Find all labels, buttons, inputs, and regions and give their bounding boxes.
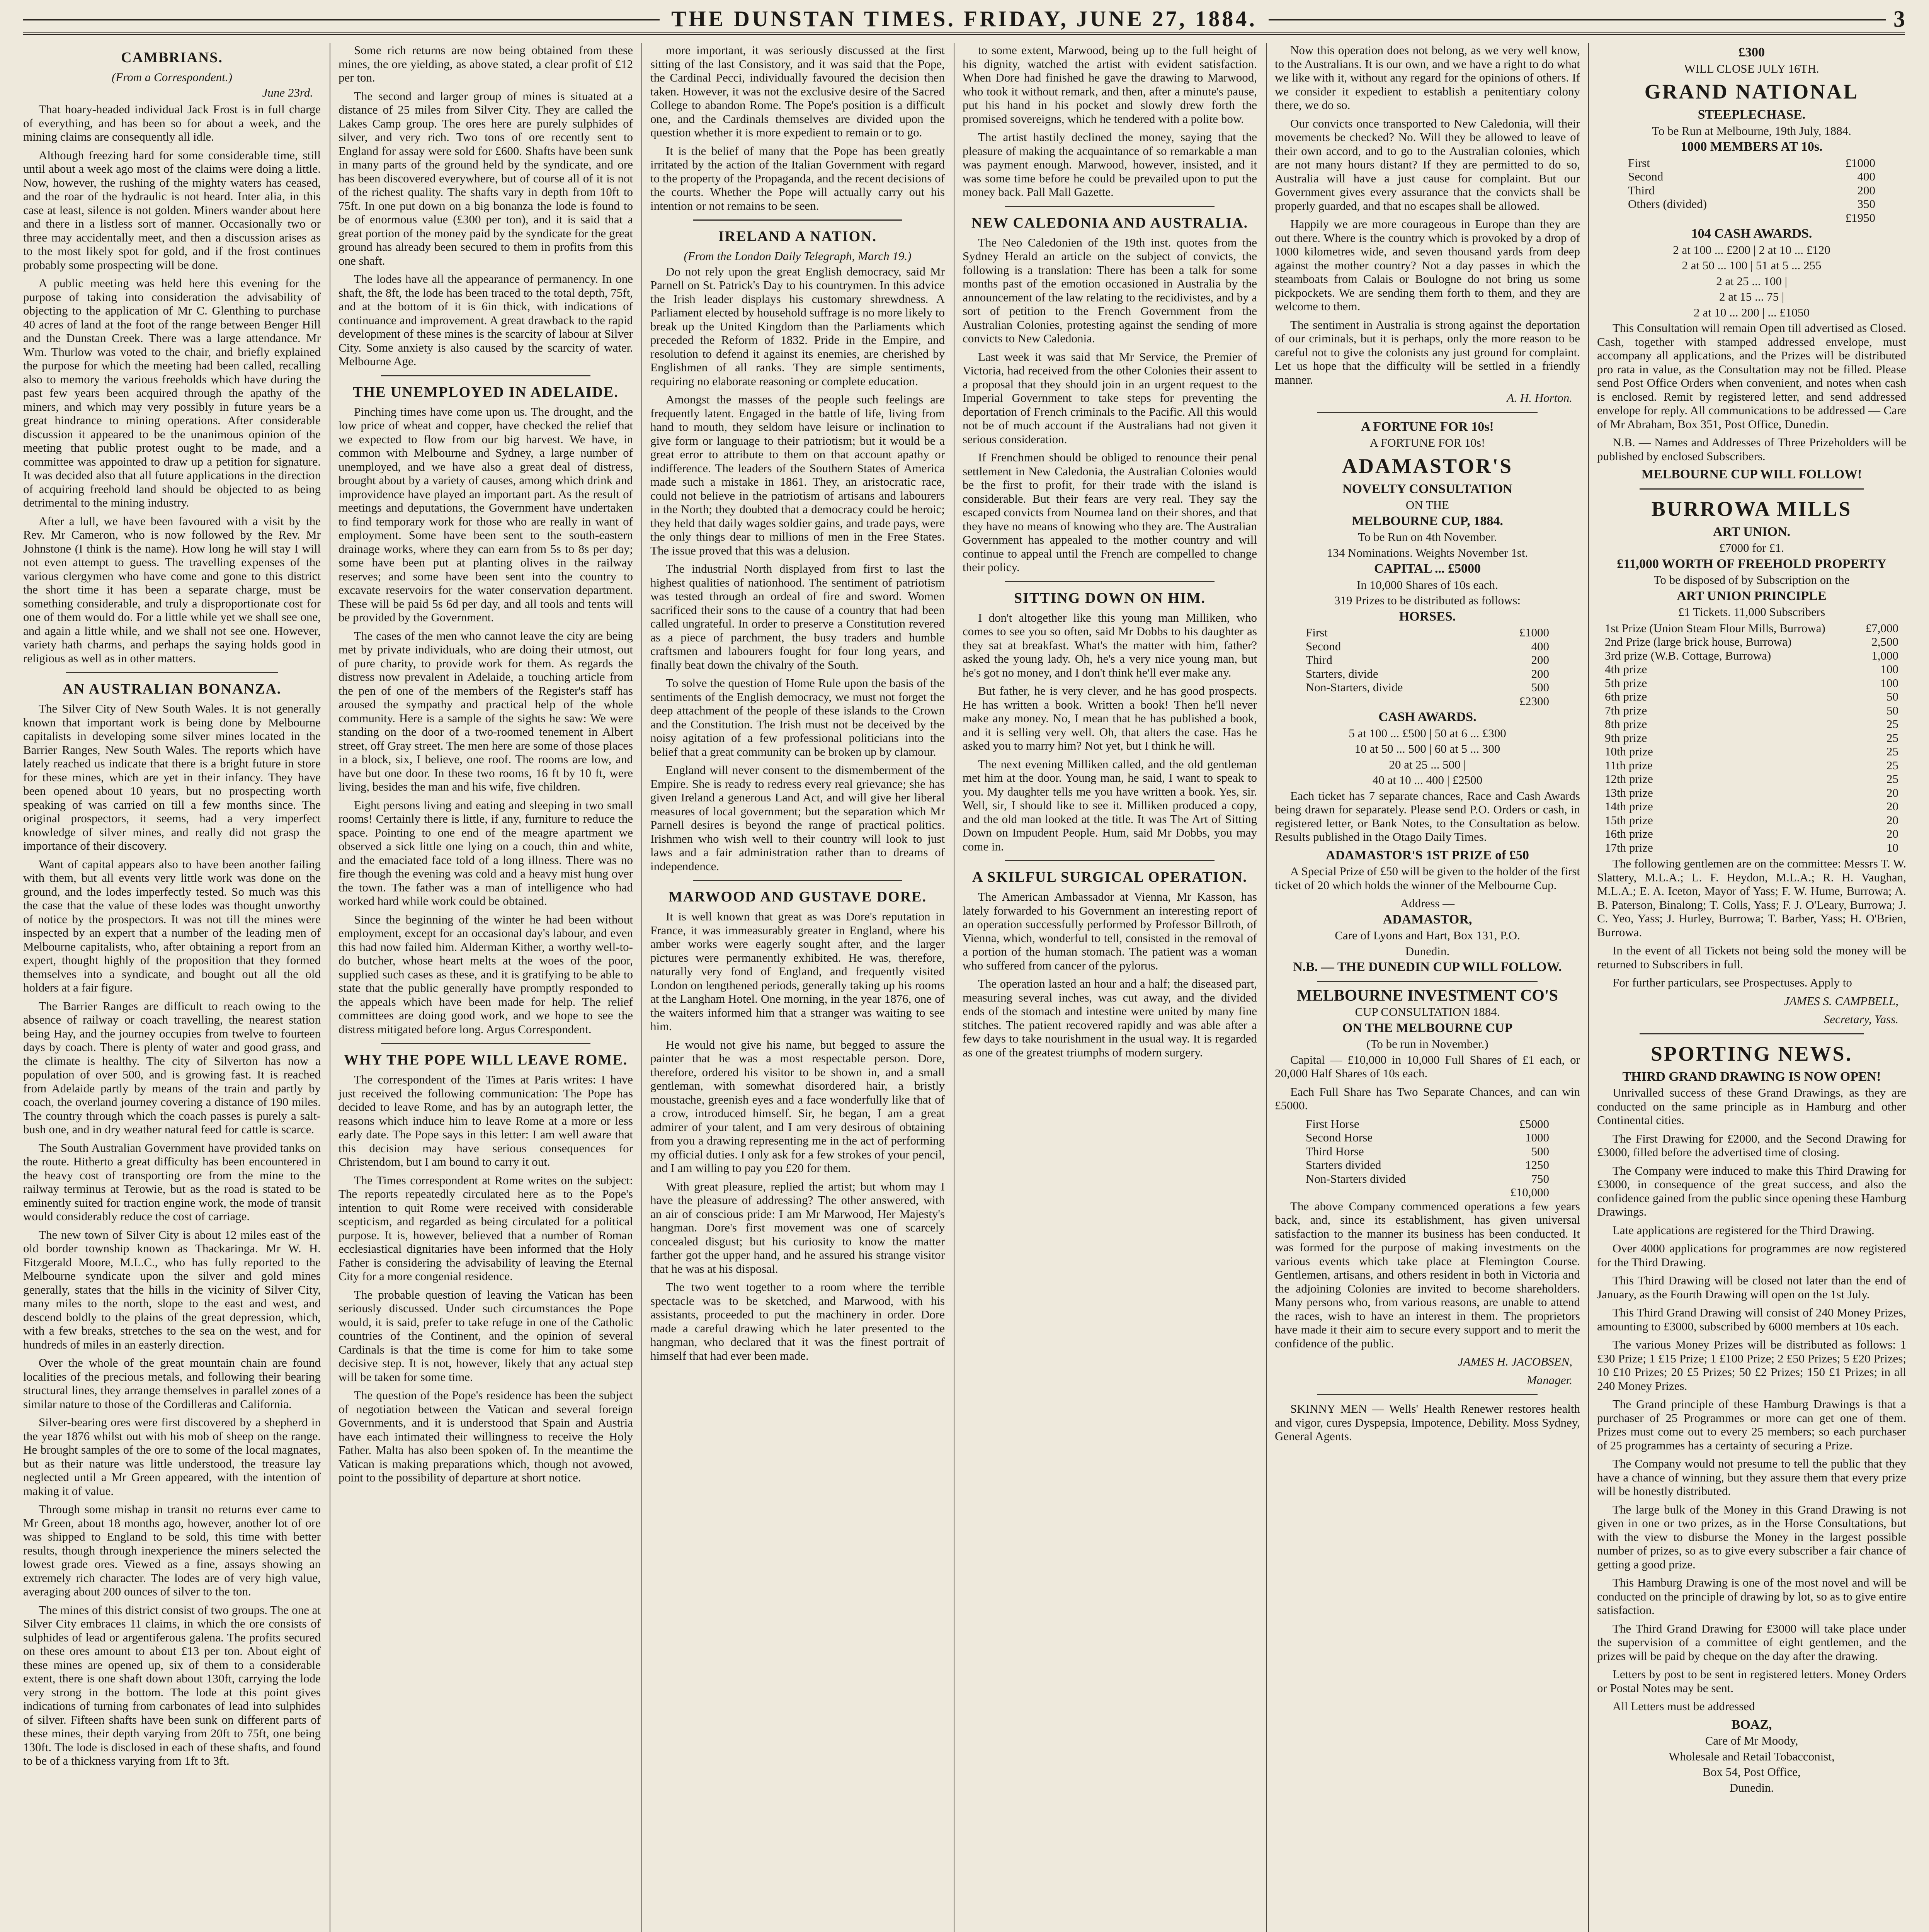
prize-value: 25 (1886, 745, 1898, 758)
signature: JAMES S. CAMPBELL, (1784, 994, 1898, 1008)
advert-line: CAPITAL ... £5000 (1374, 561, 1481, 576)
advert-line: 319 Prizes to be distributed as follows: (1334, 594, 1521, 607)
advert-line: ON THE MELBOURNE CUP (1342, 1020, 1513, 1035)
byline: (From the London Daily Telegraph, March 19.) (684, 249, 912, 263)
prize-row (1605, 841, 1898, 855)
advert-line: ADAMASTOR'S 1ST PRIZE of £50 (1326, 848, 1529, 862)
paragraph: Capital — £10,000 in 10,000 Full Shares of £1 each, or 20,000 Half Shares of 10s each. (1275, 1053, 1580, 1080)
signature: JAMES H. JACOBSEN, (1458, 1355, 1572, 1368)
paragraph: The above Company commenced operations a few years back, and, since its establishment, has given universal satisfaction to the manner its business has been conducted. It was formed for the purpose of making investments on the various events which take place at Flemington Course. Gentlemen, artisans, and others resident in both in Victoria and the adjoining Colonies are invited to become shareholders. Many persons who, from various reasons, are unable to attend the races, wish to have an interest in them. The proprietors have made it their aim to secure every support and to merit the confidence of the public. (1275, 1199, 1580, 1350)
paragraph: That hoary-headed individual Jack Frost is in full charge of everything, and has been so for about a week, and the mining claims are consequently all idle. (23, 102, 321, 143)
column-2 (339, 43, 633, 1932)
column-4 (963, 43, 1257, 1932)
prize-label: 4th prize (1605, 662, 1647, 676)
prize-value: 25 (1886, 731, 1898, 745)
paragraph: Each Full Share has Two Separate Chances, and can win £5000. (1275, 1085, 1580, 1112)
paragraph: He would not give his name, but begged to assure the painter that he was a most respectable person. Dore, therefore, ordered his visitor to be shown in, and a small gentleman, with somewhat disordered hair, a bristly moustache, greenish eyes and a face wonderfully like that of a crow, introduced himself. Sir, he began, I am a great admirer of your talent, and I am very desirous of obtaining from you a drawing representing me in the act of performing my official duties. I only ask for a few strokes of your pencil, and I am willing to pay you £20 for them. (650, 1037, 945, 1175)
advert-subline: A FORTUNE FOR 10s! (1369, 436, 1485, 449)
column-3 (650, 43, 945, 1932)
paragraph: For further particulars, see Prospectuses. Apply to (1613, 976, 1852, 989)
prize-value: 20 (1886, 786, 1898, 799)
prize-row (1628, 197, 1875, 211)
paragraph: The sentiment in Australia is strong against the deportation of our criminals, but it is perhaps, only the more reason to be careful not to give the colonists any just ground for complaint. Let us hope that the difficulty will be settled in a friendly manner. (1275, 318, 1580, 386)
investment-advert (1275, 986, 1580, 1387)
prize-value: 25 (1886, 758, 1898, 772)
prize-row (1306, 1117, 1549, 1131)
article-heading: IRELAND A NATION. (718, 228, 877, 245)
paragraph: Over the whole of the great mountain chain are found localities of the precious metals, and following their bearing structural lines, they arrange themselves in parallel zones of a similar nature to those of the Cordilleras and California. (23, 1356, 321, 1411)
paragraph: The mines of this district consist of two groups. The one at Silver City embraces 11 claims, in which the ore consists of sulphides of lead or argentiferous galena. The profits secured on these ores amount to about £13 per ton. About eight of these mines are opened up, six of them to a considerable extent, there is one shaft down about 130ft, carrying the lode very strong in the bottom. The lode at this point gives indications of turning from carbonates of lead into sulphides of silver. Fifteen shafts have been sunk on different parts of these mines, their depth varying from 20ft to 75ft, one being 130ft. The lode is disclosed in each of these shafts, and found to be of a thickness varying from 1ft to 3ft. (23, 1603, 321, 1767)
prize-label: Second (1628, 170, 1664, 183)
paragraph: The Grand principle of these Hamburg Drawings is that a purchaser of 25 Programmes or more can get one of them. Prizes must come out to every 25 members; so each purchaser of 25 programmes has a certainty of securing a Prize. (1597, 1397, 1906, 1452)
paragraph: Silver-bearing ores were first discovered by a shepherd in the year 1876 whilst out with his mob of sheep on the range. He brought samples of the ore to some of the local magnates, but as their nature was little understood, the treasure lay neglected until a Mr Green appeared, with the intention of making it of value. (23, 1415, 321, 1498)
paragraph: This Consultation will remain Open till advertised as Closed. Cash, together with stamped addressed envelope, must accompany all applications, and the Prizes will be distributed pro rata in value, as the Consultation may not be filled. Please send Post Office Orders when convenient, and notes when cash is enclosed. Remit by registered letter, and send addressed envelope for reply. All communications to be addressed — Care of Mr Abraham, Box 351, Post Office, Dunedin. (1597, 321, 1906, 431)
paragraph: The Third Grand Drawing for £3000 will take place under the supervision of a committee of eight gentlemen, and the prizes will be paid by cheque on the day after the drawing. (1597, 1621, 1906, 1663)
advert-line: Care of Lyons and Hart, Box 131, P.O. (1335, 929, 1520, 942)
prize-value: 200 (1531, 667, 1549, 680)
prize-value: 200 (1857, 183, 1875, 197)
byline: (From a Correspondent.) (112, 70, 232, 84)
prize-value: 50 (1886, 690, 1898, 703)
prize-row (1605, 759, 1898, 772)
article-heading: MARWOOD AND GUSTAVE DORE. (669, 889, 927, 905)
paragraph: The American Ambassador at Vienna, Mr Kasson, has lately forwarded to his Government an interesting report of an operation successfully performed by Professor Billroth, of Vienna, which, wonderful to tell, consisted in the removal of a portion of the human stomach. The patient was a woman who suffered from cancer of the pylorus. (963, 890, 1257, 972)
advert-line: Care of Mr Moody, (1705, 1734, 1798, 1747)
paragraph: The new town of Silver City is about 12 miles east of the old border township known as Thackaringa. Mr W. H. Fitzgerald Moore, M.L.C., who has fully reported to the Melbourne syndicate upon the silver and gold mines generally, states that the hills in the vicinity of Silver City, many miles to the north, slope to the east and west, and descend boldly to the plains of the great depression, which, with a few breaks, stretches to the sea on the west, and for hundreds of miles in an easterly direction. (23, 1228, 321, 1351)
prize-label: 16th prize (1605, 827, 1653, 840)
column-6 (1597, 43, 1906, 1932)
paragraph: Amongst the masses of the people such feelings are frequently latent. Engaged in the battle of life, living from hand to mouth, they seldom have leisure or inclination to give form or language to their patriotism; but it would be a great error to attribute to them on that account apathy or indifference. The leaders of the Southern States of America made such a mistake in 1861. They, an aristocratic race, could not believe in the patriotism of artisans and labourers in the North; they doubted that a democracy could be heroic; they held that daily wages soldier gains, and trade pays, were the only things dear to millions of men in the Free States. The issue proved that this was a delusion. (650, 393, 945, 557)
advert-line: CUP CONSULTATION 1884. (1355, 1005, 1500, 1019)
prize-label: 10th prize (1605, 745, 1653, 758)
prize-value: 1,000 (1871, 648, 1898, 662)
paragraph: Want of capital appears also to have been another failing with them, but all events very little work was done on the ground, and the lodes imperfectly tested. So much was this the case that the value of these lodes was thought unworthy of notice by the prospectors. It was not till the mines were inspected by an expert that a number of the leading men of Melbourne capitalists, who, after obtaining a report from an expert, thought highly of the proposition that they formed themselves into a syndicate, and bought out all the old holders at a fair figure. (23, 857, 321, 994)
prize-label: First (1306, 626, 1328, 639)
prize-value: 350 (1857, 197, 1875, 211)
cash-row: 2 at 15 ... 75 | (1719, 290, 1784, 303)
advert-line: In 10,000 Shares of 10s each. (1357, 578, 1498, 592)
prize-label: 3rd prize (W.B. Cottage, Burrowa) (1605, 648, 1771, 662)
advert-line: To be disposed of by Subscription on the (1653, 573, 1850, 587)
prize-row (1306, 1131, 1549, 1145)
paragraph: SKINNY MEN — Wells' Health Renewer restores health and vigor, cures Dyspepsia, Impotence, Debility. Moss Sydney, General Agents. (1275, 1402, 1580, 1443)
prize-value: 400 (1531, 639, 1549, 653)
prize-value: 400 (1857, 170, 1875, 183)
paragraph: The probable question of leaving the Vatican has been seriously discussed. Under such circumstances the Pope would, it is said, prefer to take refuge in one of the Catholic countries of the Continent, and the opinion of several Cardinals is that the time is come for him to take some decisive step. It is not, however, likely that any actual step will be taken for some time. (339, 1287, 633, 1384)
prize-row (1306, 1145, 1549, 1158)
paragraph: The Silver City of New South Wales. It is not generally known that important work is being done by Melbourne capitalists in developing some silver mines located in the Barrier Ranges, New South Wales. The reports which have lately reached us indicate that there is a bright future in store for these mines, which are yet in their infancy. They have been opened about 10 years, but no prospecting worth speaking of was carried on till a few months since. The original prospectors, it seems, had a very imperfect knowledge of silver mines, and really did not grasp the importance of their discovery. (23, 702, 321, 852)
burrowa-advert (1597, 497, 1906, 1026)
divider (1005, 581, 1215, 582)
prize-label: Third (1306, 653, 1332, 667)
prize-row (1605, 704, 1898, 718)
paragraph: Our convicts once transported to New Caledonia, will their movements be checked? No. Will they be allowed to leave of their own accord, and to go to the Australian colonies, which are not many hours distant? If they are permitted to do so, Australia will have a just cause for complaint. But our Government gives every assurance that the convicts shall be properly guarded, and that no escapes shall be allowed. (1275, 116, 1580, 213)
prize-label: 8th prize (1605, 717, 1647, 731)
prize-row (1306, 1158, 1549, 1172)
advert-line: ART UNION. (1713, 524, 1791, 539)
paragraph: Last week it was said that Mr Service, the Premier of Victoria, had received from the other Colonies their assent to a proposal that they should join in an urgent request to the Imperial Government to take steps for preventing the deportation of French criminals to the Pacific. All this would not be of much account if the Australians had not given it serious consideration. (963, 350, 1257, 446)
paragraph: The Barrier Ranges are difficult to reach owing to the absence of railway or coach travelling, the nearest station being Hay, and the journey occupies from twelve to fourteen days by coach. There is plenty of water and good grass, and the climate is healthy. The city of Silverton has now a population of over 500, and is growing fast. It is reached from Adelaide partly by means of the train and partly by coach, the overland journey covering a distance of 190 miles. The country through which the coach passes is purely a salt-bush one, and in dry weather natural feed for cattle is scarce. (23, 999, 321, 1136)
prize-label: 5th prize (1605, 676, 1647, 690)
prize-label: 14th prize (1605, 799, 1653, 813)
prize-row (1605, 690, 1898, 704)
prize-label: 15th prize (1605, 813, 1653, 827)
paragraph: The Neo Caledonien of the 19th inst. quotes from the Sydney Herald an article on the subject of convicts, the following is a translation: There has been a talk for some months past of the emotion occasioned in Australia by the announcement of the law relating to the recidivistes, and by a sort of petition to the French Government from the Australian Colonies, protesting against the sending of more convicts to New Caledonia. (963, 235, 1257, 345)
prize-value: £7,000 (1865, 621, 1898, 635)
prize-row (1605, 676, 1898, 690)
prize-row (1605, 827, 1898, 841)
paragraph: In the event of all Tickets not being sold the money will be returned to Subscribers in full. (1597, 944, 1906, 971)
paragraph: England will never consent to the dismemberment of the Empire. She is ready to redress every real grievance; she has given Ireland a generous Land Act, and will give her liberal measures of local government; but the separation which Mr Parnell desires is beyond the range of practical politics. Irishmen who wish well to their country will look to just laws and a fair administration rather than to dreams of independence. (650, 763, 945, 873)
advert-line: CASH AWARDS. (1378, 710, 1477, 724)
advert-line: N.B. — THE DUNEDIN CUP WILL FOLLOW. (1293, 960, 1562, 974)
paragraph: I don't altogether like this young man Milliken, who comes to see you so often, said Mr Dobbs to his daughter as they sat at breakfast. What's the matter with him, father? asked the young lady. Oh, he's a very nice young man, but he's got no money, and I don't think he'll ever make any. (963, 611, 1257, 679)
paragraph: It is the belief of many that the Pope has been greatly irritated by the action of the Italian Government with regard to the property of the Propaganda, and the recent decisions of the courts. Whether the Pope will actually carry out his intention or not remains to be seen. (650, 144, 945, 213)
divider (381, 1043, 590, 1044)
prize-label: 11th prize (1605, 758, 1653, 772)
paragraph: The operation lasted an hour and a half; the diseased part, measuring several inches, was cut away, and the divided ends of the stomach and intestine were united by many fine stitches. The patient recovered rapidly and was able after a few days to take nourishment in the usual way. It is regarded as one of the greatest triumphs of modern surgery. (963, 977, 1257, 1059)
prize-label: Others (divided) (1628, 197, 1707, 211)
divider (1640, 1033, 1864, 1034)
advert-line: 134 Nominations. Weights November 1st. (1327, 546, 1528, 560)
prize-value: 500 (1531, 680, 1549, 694)
paragraph: The two went together to a room where the terrible spectacle was to be sketched, and Marwood, with his assistants, proceeded to put the machinery in order. Dore made a careful drawing which he later presented to the hangman, who declared that it was the finest portrait of himself that had ever been made. (650, 1280, 945, 1362)
prize-label: First (1628, 156, 1650, 170)
paragraph: The next evening Milliken called, and the old gentleman met him at the door. Young man, he said, I want to speak to you. My daughter tells me you have written a book. Yes, sir. Well, sir, I should like to see it. Milliken produced a copy, and the old man looked at the title. It was The Art of Sitting Down on Impudent People. Hum, said Mr Dobbs, you may come in. (963, 757, 1257, 853)
divider (1005, 206, 1215, 207)
paragraph: The artist hastily declined the money, saying that the pleasure of making the acquaintance of so remarkable a man was payment enough. Marwood, however, insisted, and it was some time before he could be prevailed upon to put the money back. Pall Mall Gazette. (963, 130, 1257, 199)
prize-row (1306, 667, 1549, 681)
advert-line: £11,000 WORTH OF FREEHOLD PROPERTY (1617, 556, 1886, 571)
prize-row (1605, 717, 1898, 731)
prize-row (1306, 680, 1549, 694)
advert-title: GRAND NATIONAL (1644, 80, 1859, 103)
paragraph: Each ticket has 7 separate chances, Race and Cash Awards being drawn for separately. Please send P.O. Orders or cash, in registered letter, or Bank Notes, to the Consultation as below. Results published in the Otago Daily Times. (1275, 789, 1580, 844)
paragraph: Eight persons living and eating and sleeping in two small rooms! Certainly there is little, if any, furniture to reduce the space. Pointing to one end of the meagre apartment we observed a sick little one lying on a couch, thin and white, and the emaciated face told of a long illness. There was no fire though the evening was cold and a heavy mist hung over the town. The father was a man of intelligence who had worked hard while work could be obtained. (339, 798, 633, 908)
cash-row: 2 at 50 ... 100 | 51 at 5 ... 255 (1682, 259, 1822, 272)
prize-value: £5000 (1519, 1117, 1549, 1131)
prize-row (1306, 653, 1549, 667)
advert-line: NOVELTY CONSULTATION (1342, 481, 1512, 496)
masthead-title: THE DUNSTAN TIMES. FRIDAY, JUNE 27, 1884. (660, 6, 1269, 31)
divider (1317, 1394, 1538, 1395)
masthead (23, 5, 1905, 35)
article-heading: AN AUSTRALIAN BONANZA. (62, 681, 282, 697)
paragraph: Late applications are registered for the Third Drawing. (1613, 1223, 1875, 1237)
prize-value: 100 (1880, 662, 1898, 676)
signature: A. H. Horton. (1507, 391, 1572, 405)
prize-value: 750 (1531, 1172, 1549, 1185)
advert-line: To be Run on 4th November. (1358, 530, 1497, 544)
advert-title: MELBOURNE INVESTMENT CO'S (1296, 986, 1558, 1005)
paragraph: To solve the question of Home Rule upon the basis of the sentiments of the English democracy, we must not forget the deep attachment of the people of these islands to the Crown and the Constitution. The Irish must not be deceived by the noisy agitation of a few professional politicians into the belief that a great community can be broken up by clamour. (650, 676, 945, 759)
prize-value: 100 (1880, 676, 1898, 690)
article-heading: WHY THE POPE WILL LEAVE ROME. (344, 1052, 628, 1068)
prize-value: £1000 (1519, 626, 1549, 639)
paragraph: The Company were induced to make this Third Drawing for £3000, in consequence of the great success, and also the confidence gained from the public since opening these Hamburg Drawings. (1597, 1163, 1906, 1218)
prize-value: £1000 (1845, 156, 1875, 170)
prize-value: 20 (1886, 827, 1898, 840)
paragraph: The lodes have all the appearance of permanency. In one shaft, the 8ft, the lode has been traced to the total depth, 75ft, and at the bottom of it is 6in thick, with indications of continuance and improvement. A great drawback to the rapid development of these mines is the scarcity of labour at Silver City. Some anxiety is also caused by the scarcity of water. Melbourne Age. (339, 272, 633, 368)
cash-row: 5 at 100 ... £500 | 50 at 6 ... £300 (1349, 726, 1506, 740)
paragraph: to some extent, Marwood, being up to the full height of his dignity, watched the artist with evident satisfaction. When Dore had finished he gave the drawing to Marwood, who took it without remark, and then, after a minute's pause, put his hand in his pocket and slowly drew forth the promised sovereigns, which he tendered with a polite bow. (963, 43, 1257, 126)
prize-row (1605, 635, 1898, 649)
advert-title: BURROWA MILLS (1651, 497, 1852, 520)
prize-row (1605, 662, 1898, 676)
paragraph: After a lull, we have been favoured with a visit by the Rev. Mr Cameron, who is now followed by the Rev. Mr Johnstone (I think is the name). How long he will stay I will not even attempt to guess. The travelling expenses of the various clergymen who have come and gone to this district the short time it has been a separate charge, must be something considerable, and truly a disproportionate cost for one of them would do. For a little while yet we shall see one, and again a little while, and we shall not see one. However, variety hath charms, and perhaps the saying holds good in religious as well as in other matters. (23, 514, 321, 665)
divider (66, 672, 278, 673)
advert-line: BOAZ, (1731, 1717, 1772, 1732)
prize-row (1628, 156, 1875, 170)
advert-line: Dunedin. (1405, 944, 1450, 958)
prize-row (1306, 639, 1549, 653)
prize-label: Starters, divide (1306, 667, 1378, 680)
advert-line: Wholesale and Retail Tobacconist, (1669, 1749, 1835, 1763)
prize-row (1628, 184, 1875, 197)
paragraph: The cases of the men who cannot leave the city are being met by private individuals, who are doing their utmost, out of pure charity, to provide work for them. As regards the distress now prevalent in Adelaide, a touching article from the pen of one of the members of the Register's staff has aroused the sympathy and practical help of the whole community. Here is a sample of the sights he saw: We were standing on the door of a two-roomed tenement in Albert street, off Gray street. The men here are some of those places in a block, six, I believe, one roof. The rooms are low, and have but one door. In these two rooms, 16 ft by 10 ft, were living, besides the man and his wife, five children. (339, 629, 633, 793)
prize-table (1306, 1117, 1549, 1199)
paragraph: The following gentlemen are on the committee: Messrs T. W. Slattery, M.L.A.; L. F. Heydon, M.L.A.; R. H. Vaughan, M.L.A.; E. A. Iceton, Mayor of Yass; F. W. Hume, Burrowa; A. B. Paterson, Binalong; T. Colls, Yass; F. J. O'Leary, Burrowa; J. C. Yeo, Yass; J. Hurley, Burrowa; T. Barber, Yass; H. O'Brien, Burrowa. (1597, 857, 1906, 939)
prize-value: 2,500 (1871, 635, 1898, 648)
column-rule (641, 43, 642, 1932)
paragraph: The Times correspondent at Rome writes on the subject: The reports repeatedly circulated here as to the Pope's intention to quit Rome were received with considerable scepticism, and regarded as being circulated for a political purpose. It is, however, believed that a number of Roman ecclesiastical dignitaries have been informed that the Holy Father is considering the advisability of leaving the Eternal City for a more congenial residence. (339, 1173, 633, 1283)
advert-headline: A FORTUNE FOR 10s! (1361, 419, 1494, 434)
prize-label: 6th prize (1605, 690, 1647, 703)
cash-row: 40 at 10 ... 400 | £2500 (1372, 773, 1483, 787)
prize-row (1605, 772, 1898, 786)
paragraph: Happily we are more courageous in Europe than they are out there. Where is the country which is provoked by a drop of 1000 kilometres wide, and seven thousand yards from deep against the mother country? Not a day passes in which the steamboats from Calais or Boulogne do not bring us some pickpockets. We are sending them forth to them, and they are welcome to them. (1275, 217, 1580, 313)
prize-value: 20 (1886, 799, 1898, 813)
prize-row (1605, 745, 1898, 759)
prize-value: 25 (1886, 717, 1898, 731)
column-rule (1588, 43, 1589, 1932)
cash-row: 2 at 25 ... 100 | (1716, 274, 1787, 288)
prize-value: 500 (1531, 1144, 1549, 1158)
advert-line: ADAMASTOR, (1383, 912, 1472, 927)
cash-row: 20 at 25 ... 500 | (1389, 757, 1466, 771)
advert-line: Address — (1400, 896, 1455, 910)
page-number: 3 (1886, 5, 1905, 32)
paragraph: Unrivalled success of these Grand Drawings, as they are conducted on the same principle as in Hamburg and other Continental cities. (1597, 1086, 1906, 1127)
paragraph: Since the beginning of the winter he had been without employment, except for an occasional day's labour, and even this had now failed him. Alderman Kither, a worthy well-to-do butcher, whose heart melts at the woes of the poor, supplied such cases as these, and it is gratifying to be able to state that the public generally have promptly responded to the appeals which have been made for help. The relief committees are doing good work, and we hope to see the distress mitigated before long. Argus Correspondent. (339, 912, 633, 1036)
prize-total: £2300 (1519, 694, 1549, 708)
article-heading: SITTING DOWN ON HIM. (1014, 590, 1206, 606)
divider (381, 375, 590, 376)
prize-table (1605, 621, 1898, 855)
fortune-advert (1275, 420, 1580, 974)
advert-line: £1 Tickets. 11,000 Subscribers (1678, 605, 1825, 619)
paragraph: A public meeting was held here this evening for the purpose of taking into consideration the advisability of objecting to the application of Mr C. Glenthing to purchase 40 acres of land at the foot of the range between Benger Hill and the Dunstan Creek. There was a large attendance. Mr Wm. Thurlow was voted to the chair, and briefly explained the purpose for which the meeting had been called, recalling also to memory the various freeholds which have during the past few years been acquired through the apathy of the miners, and which may very possibly in future years be a great hindrance to mining operations. After considerable discussion it appeared to be the unanimous opinion of the meeting that public protest ought to be made, and a committee was appointed to draw up a petition for signature. It was decided also that all future applications in the direction of acquiring freehold land should be objected to as being detrimental to the mining industry. (23, 276, 321, 509)
prize-row (1605, 731, 1898, 745)
dateline: June 23rd. (262, 85, 313, 99)
paragraph: The second and larger group of mines is situated at a distance of 25 miles from Silver City. They are called the Lakes Camp group. The ores here are purely sulphides of silver, and very rich. Two tons of ore recently sent to England for assay were sold for £600. Shafts have been sunk in many parts of the ground held by the syndicate, and ore has been discovered everywhere, but of course all of it is not of the richest quality. The shafts vary in depth from 10ft to 75ft. In one put down on a big bonanza the lode is found to be of enormous value (£300 per ton), and it is said that a great portion of the money paid by the syndicate for the great ground has already been secured to them in profits from this one shaft. (339, 89, 633, 267)
advert-title: SPORTING NEWS. (1650, 1042, 1853, 1065)
cash-row: 10 at 50 ... 500 | 60 at 5 ... 300 (1354, 742, 1500, 755)
paragraph: Over 4000 applications for programmes are now registered for the Third Drawing. (1597, 1242, 1906, 1269)
paragraph: The large bulk of the Money in this Grand Drawing is not given in one or two prizes, as in the Horse Consultations, but with the view to disburse the Money in the largest possible number of prizes, so as to give every subscriber a fair chance of getting a good prize. (1597, 1502, 1906, 1571)
paragraph: N.B. — Names and Addresses of Three Prizeholders will be published by enclosed Subscribers. (1597, 435, 1906, 463)
prize-value: 25 (1886, 772, 1898, 786)
prize-label: 9th prize (1605, 731, 1647, 745)
paragraph: Pinching times have come upon us. The drought, and the low price of wheat and copper, have checked the relief that we expected to flow from our big harvest. We have, in common with Melbourne and Sydney, a large number of unemployed, and we have also a great deal of distress, brought about by a variety of causes, among which drink and improvidence have played an important part. As the result of meetings and deputations, the Government have undertaken to find temporary work for those who are really in want of employment. Some have been sent to the south-eastern drainage works, where they can earn from 5s to 8s per day; some have been put at planting olives in the railway reserves; and some have been sent into the country to excavate reservoirs for the water conservation department. These will be paid 5s 6d per day, and all tools and tents will be provided by the Government. (339, 405, 633, 624)
prize-row (1306, 1172, 1549, 1186)
paragraph: This Hamburg Drawing is one of the most novel and will be conducted on the principle of drawing by lot, so as to give entire satisfaction. (1597, 1576, 1906, 1617)
advert-line: 104 CASH AWARDS. (1691, 226, 1812, 241)
prize-value: 1250 (1525, 1158, 1549, 1172)
paragraph: The various Money Prizes will be distributed as follows: 1 £30 Prize; 1 £15 Prize; 1 £100 Prize; 2 £50 Prizes; 5 £20 Prizes; 10 £10 Prizes; 20 £5 Prizes; 50 £2 Prizes; 150 £1 Prizes; in all 240 Money Prizes. (1597, 1338, 1906, 1393)
prize-table (1306, 626, 1549, 708)
paragraph: Letters by post to be sent in registered letters. Money Orders or Postal Notes may be sent. (1597, 1667, 1906, 1695)
advert-line: Box 54, Post Office, (1703, 1765, 1801, 1779)
paragraph: It is well known that great as was Dore's reputation in France, it was immeasurably greater in England, where his amber works were eagerly sought after, and the larger pictures were permanently exhibited. He was, therefore, naturally very fond of England, and frequently visited London on lengthened periods, generally taking up his rooms at the Langham Hotel. One morning, in the year 1876, one of the waiters informed him that a stranger was waiting to see him. (650, 910, 945, 1033)
column-5 (1275, 43, 1580, 1932)
prize-label: Second (1306, 639, 1341, 653)
advert-line: MELBOURNE CUP, 1884. (1352, 514, 1503, 528)
paragraph: All Letters must be addressed (1613, 1699, 1755, 1713)
advert-line: 1000 MEMBERS AT 10s. (1681, 139, 1823, 154)
advert-line: £7000 for £1. (1719, 541, 1784, 554)
advert-line: ART UNION PRINCIPLE (1677, 588, 1827, 603)
sporting-advert (1597, 1041, 1906, 1795)
prize-value: 200 (1531, 653, 1549, 667)
prize-value: 50 (1886, 703, 1898, 717)
prize-label: Starters divided (1306, 1158, 1381, 1172)
prize-row (1605, 799, 1898, 813)
prize-row (1306, 626, 1549, 639)
paragraph: Although freezing hard for some considerable time, still until about a week ago most of the claims were doing a little. Now, however, the rushing of the mighty waters has ceased, and the roar of the hydraulic is not heard. Inter alia, in this case at least, silence is not golden. Miners wander about here and there in a listless sort of manner. Occasionally two or three may accidentally meet, and then a discussion arises as to the most likely spot for gold, and if the frost continues probably some prospecting will be done. (23, 148, 321, 272)
advert-line: MELBOURNE CUP WILL FOLLOW! (1641, 467, 1862, 481)
paragraph: Some rich returns are now being obtained from these mines, the ore yielding, as above stated, a clear profit of £12 per ton. (339, 43, 633, 84)
article-heading: NEW CALEDONIA AND AUSTRALIA. (971, 214, 1249, 231)
prize-row (1605, 621, 1898, 635)
paragraph: This Third Drawing will be closed not later than the end of January, as the Fourth Drawing will open on the 1st July. (1597, 1274, 1906, 1301)
advert-title: ADAMASTOR'S (1342, 454, 1513, 478)
advert-line: Dunedin. (1729, 1781, 1774, 1794)
advert-line: To be Run at Melbourne, 19th July, 1884. (1652, 124, 1851, 138)
paragraph: The correspondent of the Times at Paris writes: I have just received the following communication: The Pope has decided to leave Rome, and has by an autograph letter, the reasons which induce him to leave Rome at a more or less early date. The Pope says in this letter: I am well aware that this decision may have serious consequences for Christendom, but I am bound to carry it out. (339, 1073, 633, 1168)
prize-label: 1st Prize (Union Steam Flour Mills, Burrowa) (1605, 621, 1825, 635)
paragraph: But father, he is very clever, and he has good prospects. He has written a book. Written a book! Then he'll never make any money. No, I mean that he has published a book, and it is selling very well. Oh, that alters the case. Has he asked you to marry him? Not yet, but I think he will. (963, 684, 1257, 752)
signature: Manager. (1527, 1373, 1572, 1387)
paragraph: A Special Prize of £50 will be given to the holder of the first ticket of 20 which holds the winner of the Melbourne Cup. (1275, 864, 1580, 892)
advert-line: (To be run in November.) (1366, 1037, 1488, 1051)
prize-row (1628, 170, 1875, 184)
divider (693, 219, 902, 221)
paragraph: If Frenchmen should be obliged to renounce their penal settlement in New Caledonia, the Australian Colonies would be the first to profit, for their trade with the island is considerable. But their fears are very real. They say the escaped convicts from Noumea land on their shores, and that they have no means of knowing who they are. The Australian Government has appealed to the mother country and will continue to appeal until the French are compelled to change their policy. (963, 451, 1257, 574)
signature: Secretary, Yass. (1824, 1012, 1898, 1026)
paragraph: With great pleasure, replied the artist; but whom may I have the pleasure of addressing? The other answered, with an air of conscious pride: I am Mr Marwood, Her Majesty's hangman. Dore's first movement was one of scarcely concealed disgust; but his curiosity to know the matter farther got the upper hand, and he assured his strange visitor that he was at his disposal. (650, 1179, 945, 1276)
prize-label: First Horse (1306, 1117, 1359, 1131)
prize-label: Second Horse (1306, 1131, 1373, 1144)
cash-row: 2 at 100 ... £200 | 2 at 10 ... £120 (1673, 243, 1830, 257)
divider (1317, 412, 1538, 413)
prize-total: £1950 (1845, 211, 1875, 224)
advert-line: STEEPLECHASE. (1698, 107, 1806, 122)
prize-label: 7th prize (1605, 703, 1647, 717)
prize-label: Non-Starters, divide (1306, 680, 1403, 694)
advert-line: WILL CLOSE JULY 16TH. (1684, 61, 1819, 75)
prize-row (1605, 786, 1898, 800)
article-heading: CAMBRIANS. (121, 49, 223, 66)
prize-label: Third (1628, 183, 1655, 197)
prize-label: 12th prize (1605, 772, 1653, 786)
article-heading: THE UNEMPLOYED IN ADELAIDE. (353, 384, 619, 400)
prize-value: 20 (1886, 813, 1898, 827)
advert-line: ON THE (1405, 498, 1449, 512)
divider (1005, 860, 1215, 861)
paragraph: The question of the Pope's residence has been the subject of negotiation between the Vatican and several foreign Governments, and it is understood that Spain and Austria have each intimated their willingness to receive the Holy Father. Malta has also been spoken of. In the meantime the Vatican is making preparations which, though not avowed, point to the possibility of departure at short notice. (339, 1388, 633, 1484)
paragraph: Through some mishap in transit no returns ever came to Mr Green, about 18 months ago, however, another lot of ore was shipped to England to be sold, this time with better results, though through inexperience the miners selected the lowest grade ores. Viewed as a fine, assays showing an extremely rich character. The lodes are of very high value, averaging about 200 ounces of silver to the ton. (23, 1502, 321, 1598)
prize-total: £10,000 (1510, 1185, 1549, 1199)
divider (693, 880, 902, 881)
paragraph: The Company would not presume to tell the public that they have a chance of winning, but they assure them that every prize will be honestly distributed. (1597, 1457, 1906, 1498)
divider (1317, 981, 1538, 982)
paragraph: This Third Grand Drawing will consist of 240 Money Prizes, amounting to £3000, subscribed by 6000 members at 10s each. (1597, 1306, 1906, 1333)
prize-value: 1000 (1525, 1131, 1549, 1144)
prize-table (1628, 156, 1875, 225)
prize-row (1605, 649, 1898, 663)
prize-row (1605, 813, 1898, 827)
prize-label: Third Horse (1306, 1144, 1364, 1158)
prize-value: 10 (1886, 840, 1898, 854)
paragraph: The South Australian Government have provided tanks on the route. Hitherto a great difficulty has been encountered in the heavy cost of transporting ore from the mine to the railway terminus at Terowie, but as the road is stated to be eminently suited for traction engine work, the mode of transit would considerably reduce the cost of carriage. (23, 1141, 321, 1223)
masthead-title-wrap (23, 5, 1905, 32)
column-1 (23, 43, 321, 1932)
prize-label: 13th prize (1605, 786, 1653, 799)
paragraph: Now this operation does not belong, as we very well know, to the Australians. It is our own, and we have a right to do what we like with it, without any regard for the opinions of others. If we consider it expedient to establish a penitentiary colony there, we do so. (1275, 43, 1580, 112)
paragraph: The industrial North displayed from first to last the highest qualities of nationhood. The sentiment of patriotism was tested through an ordeal of fire and sword. Women sacrificed their sons to the cause of a country that had been called ungrateful. In order to preserve a Constitution revered as a piece of parchment, the busy traders and humble craftsmen and labourers fought for four long years, and finally beat down the chivalry of the South. (650, 562, 945, 672)
paragraph: The First Drawing for £2000, and the Second Drawing for £3000, filled before the advertised time of closing. (1597, 1131, 1906, 1159)
paragraph: Do not rely upon the great English democracy, said Mr Parnell on St. Patrick's Day to his countrymen. In this advice the Irish leader displays his customary shrewdness. A Parliament elected by household suffrage is no more likely to break up the United Kingdom than the Parliaments which preceded the Reform of 1832. Pride in the Empire, and resolution to defend it against its enemies, are cherished by Englishmen of all ranks. They are simple sentiments, requiring no elaborate reasoning or complete education. (650, 264, 945, 388)
prize-label: 17th prize (1605, 840, 1653, 854)
cash-row: 2 at 10 ... 200 | ... £1050 (1694, 305, 1810, 319)
paragraph: more important, it was seriously discussed at the first sitting of the last Consistory, and it was said that the Pope, the Cardinal Pecci, individually favoured the decision then taken. However, it was not the exclusive desire of the Sacred College to abandon Rome. The Pope's position is a difficult one, and the Cardinals themselves are divided upon the question whether it is more expedient to remain or to go. (650, 43, 945, 139)
advert-line: THIRD GRAND DRAWING IS NOW OPEN! (1622, 1069, 1881, 1084)
prize-label: 2nd Prize (large brick house, Burrowa) (1605, 635, 1792, 648)
prize-label: Non-Starters divided (1306, 1172, 1406, 1185)
advert-line: HORSES. (1399, 609, 1456, 624)
column-rule (1266, 43, 1267, 1932)
advert-line: £300 (1738, 45, 1765, 60)
article-heading: A SKILFUL SURGICAL OPERATION. (972, 869, 1247, 885)
divider (1640, 488, 1864, 490)
